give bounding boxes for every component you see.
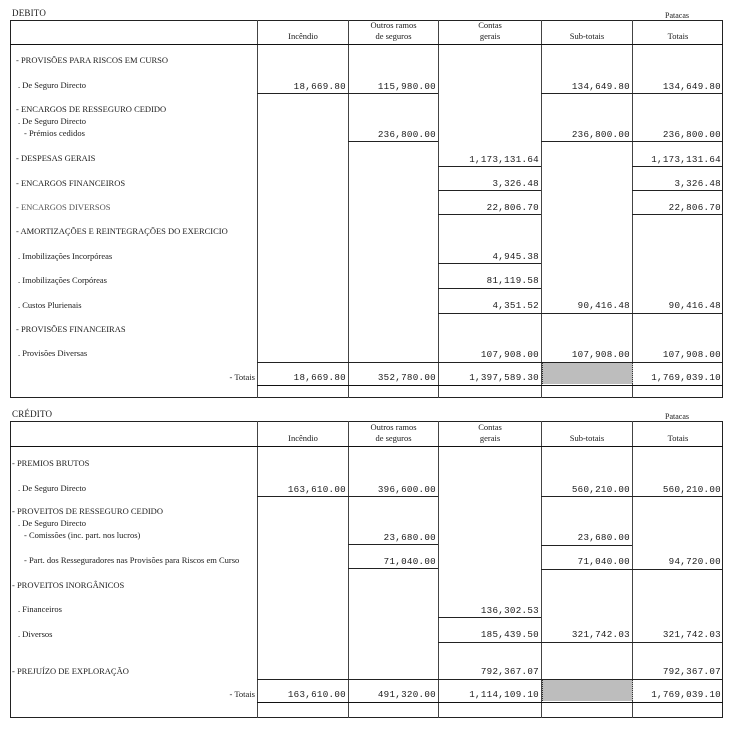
- debito-cell-subtotais: 107,908.00: [571, 349, 630, 360]
- credito-underline: [438, 642, 723, 643]
- debito-underline: [438, 313, 723, 314]
- credito-cell-subtotais: 23,680.00: [577, 532, 630, 543]
- credito-row-label: . De Seguro Directo: [18, 483, 86, 493]
- debito-row-label: - PROVISÕES PARA RISCOS EM CURSO: [16, 55, 169, 65]
- debito-cell-totais: 3,326.48: [674, 178, 721, 189]
- credito-row-label: - PROVEITOS DE RESSEGURO CEDIDO: [12, 506, 163, 516]
- debito-cell-contas: 22,806.70: [486, 202, 539, 213]
- credito-section-title: CRÉDITO: [12, 409, 53, 419]
- debito-row-label: - AMORTIZAÇÕES E REINTEGRAÇÕES DO EXERCICIO: [16, 226, 228, 236]
- debito-row-label: - DESPESAS GERAIS: [16, 153, 96, 163]
- credito-row-label: - Comissões (inc. part. nos lucros): [24, 530, 141, 540]
- credito-underline: [541, 569, 723, 570]
- credito-total-totais: 1,769,039.10: [651, 689, 721, 700]
- debito-cell-totais: 107,908.00: [662, 349, 721, 360]
- debito-cell-incendio: 18,669.80: [293, 81, 346, 92]
- credito-cell-subtotais: 321,742.03: [571, 629, 630, 640]
- debito-row-label: . De Seguro Directo: [18, 116, 86, 126]
- debito-underline: [257, 93, 438, 94]
- credito-col-header-outros-line1: Outros ramos: [370, 422, 417, 432]
- credito-underline: [257, 496, 438, 497]
- debito-underline: [438, 263, 541, 264]
- debito-cell-contas: 4,351.52: [492, 300, 539, 311]
- credito-col-header-outros-line2: de seguros: [375, 433, 412, 443]
- debito-col-divider: [348, 20, 349, 398]
- credito-col-divider: [348, 421, 349, 718]
- credito-col-header-contas-line2: gerais: [479, 433, 501, 443]
- debito-totals-label: - Totais: [229, 372, 255, 382]
- debito-cell-totais: 22,806.70: [668, 202, 721, 213]
- credito-cell-contas: 792,367.07: [480, 666, 539, 677]
- debito-cell-contas: 4,945.38: [492, 251, 539, 262]
- debito-cell-totais: 134,649.80: [662, 81, 721, 92]
- debito-row-label: - ENCARGOS DE RESSEGURO CEDIDO: [16, 104, 167, 114]
- credito-subtotais-shaded-cell: [542, 680, 633, 701]
- debito-cell-totais: 236,800.00: [662, 129, 721, 140]
- debito-underline: [632, 190, 723, 191]
- credito-row-label: - PREMIOS BRUTOS: [12, 458, 90, 468]
- debito-cell-outros: 115,980.00: [377, 81, 436, 92]
- debito-col-header-outros-line1: Outros ramos: [370, 20, 417, 30]
- debito-row-label: . Imobilizações Corpóreas: [18, 275, 107, 285]
- credito-underline: [541, 496, 723, 497]
- debito-subtotais-shaded-cell: [542, 363, 633, 384]
- debito-cell-contas: 81,119.58: [486, 275, 539, 286]
- debito-total-outros: 352,780.00: [377, 372, 436, 383]
- credito-total-contas: 1,114,109.10: [469, 689, 539, 700]
- debito-cell-contas: 3,326.48: [492, 178, 539, 189]
- debito-underline: [438, 166, 541, 167]
- debito-row-label: . Provisões Diversas: [18, 348, 88, 358]
- debito-underline: [541, 141, 723, 142]
- debito-underline: [438, 214, 541, 215]
- credito-totals-label: - Totais: [229, 689, 255, 699]
- debito-col-divider: [257, 20, 258, 398]
- debito-total-totais: 1,769,039.10: [651, 372, 721, 383]
- credito-cell-outros: 23,680.00: [383, 532, 436, 543]
- credito-cell-contas: 185,439.50: [480, 629, 539, 640]
- credito-row-label: - PREJUÍZO DE EXPLORAÇÃO: [12, 666, 129, 676]
- debito-underline: [348, 141, 438, 142]
- debito-cell-contas: 1,173,131.64: [469, 154, 539, 165]
- debito-row-label: - PROVISÕES FINANCEIRAS: [16, 324, 126, 334]
- credito-underline: [438, 617, 541, 618]
- debito-table: [10, 20, 723, 398]
- credito-col-header-totais: Totais: [667, 433, 689, 443]
- debito-currency-label: Patacas: [665, 11, 689, 20]
- debito-col-header-totais: Totais: [667, 31, 689, 41]
- debito-col-header-contas-line2: gerais: [479, 31, 501, 41]
- credito-underline: [348, 568, 438, 569]
- credito-totals-double-rule: [257, 702, 723, 703]
- debito-col-header-outros-line2: de seguros: [375, 31, 412, 41]
- credito-cell-incendio: 163,610.00: [287, 484, 346, 495]
- credito-cell-subtotais: 71,040.00: [577, 556, 630, 567]
- debito-total-contas: 1,397,589.30: [469, 372, 539, 383]
- debito-row-label: - ENCARGOS FINANCEIROS: [16, 178, 126, 188]
- debito-row-label: . Custos Plurienais: [18, 300, 82, 310]
- debito-underline: [541, 93, 723, 94]
- credito-underline: [348, 544, 438, 545]
- credito-total-incendio: 163,610.00: [287, 689, 346, 700]
- credito-cell-totais: 792,367.07: [662, 666, 721, 677]
- credito-totals-top-rule: [257, 679, 723, 680]
- credito-header-rule: [10, 446, 723, 447]
- credito-cell-totais: 321,742.03: [662, 629, 721, 640]
- debito-row-label: . De Seguro Directo: [18, 80, 86, 90]
- credito-row-label: . Diversos: [18, 629, 53, 639]
- debito-totals-top-rule: [257, 362, 723, 363]
- debito-header-rule: [10, 44, 723, 45]
- debito-row-label: - ENCARGOS DIVERSOS: [16, 202, 111, 212]
- debito-row-label: - Prémios cedidos: [24, 128, 85, 138]
- debito-col-header-incendio: Incêndio: [288, 31, 318, 41]
- debito-col-header-subtotais: Sub-totais: [569, 31, 605, 41]
- debito-cell-subtotais: 90,416.48: [577, 300, 630, 311]
- debito-col-header-contas-line1: Contas: [478, 20, 502, 30]
- debito-cell-outros: 236,800.00: [377, 129, 436, 140]
- credito-col-header-incendio: Incêndio: [288, 433, 318, 443]
- credito-row-label: . De Seguro Directo: [18, 518, 86, 528]
- debito-section-title: DEBITO: [12, 8, 47, 18]
- credito-cell-outros: 71,040.00: [383, 556, 436, 567]
- credito-cell-contas: 136,302.53: [480, 605, 539, 616]
- debito-cell-contas: 107,908.00: [480, 349, 539, 360]
- debito-cell-subtotais: 134,649.80: [571, 81, 630, 92]
- debito-underline: [632, 214, 723, 215]
- credito-underline: [541, 545, 632, 546]
- credito-cell-totais: 560,210.00: [662, 484, 721, 495]
- credito-col-divider: [257, 421, 258, 718]
- debito-underline: [438, 190, 541, 191]
- credito-cell-totais: 94,720.00: [668, 556, 721, 567]
- debito-col-divider: [541, 20, 542, 398]
- debito-totals-double-rule: [257, 385, 723, 386]
- debito-cell-totais: 1,173,131.64: [651, 154, 721, 165]
- debito-total-incendio: 18,669.80: [293, 372, 346, 383]
- credito-currency-label: Patacas: [665, 412, 689, 421]
- debito-cell-subtotais: 236,800.00: [571, 129, 630, 140]
- debito-underline: [632, 166, 723, 167]
- credito-row-label: - PROVEITOS INORGÂNICOS: [12, 580, 125, 590]
- credito-cell-subtotais: 560,210.00: [571, 484, 630, 495]
- credito-row-label: - Part. dos Resseguradores nas Provisões para Riscos em Curso: [24, 555, 240, 565]
- credito-cell-outros: 396,600.00: [377, 484, 436, 495]
- debito-cell-totais: 90,416.48: [668, 300, 721, 311]
- debito-underline: [438, 288, 541, 289]
- credito-row-label: . Financeiros: [18, 604, 62, 614]
- debito-row-label: . Imobilizações Incorpóreas: [18, 251, 113, 261]
- credito-col-header-contas-line1: Contas: [478, 422, 502, 432]
- credito-col-header-subtotais: Sub-totais: [569, 433, 605, 443]
- credito-total-outros: 491,320.00: [377, 689, 436, 700]
